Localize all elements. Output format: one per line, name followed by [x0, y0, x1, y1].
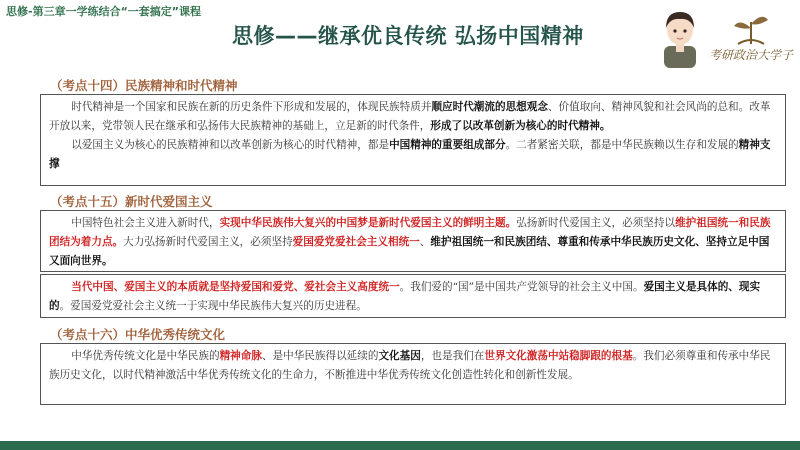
paragraph — [49, 347, 777, 385]
body-text: 、价值取向、精神风貌和社会风尚的总和。改革开放以来，党带领人民在继承和弘扬伟大民族精神的基础上，立足新的时代条件， — [49, 101, 771, 132]
body-text: 。我们必须尊重和传承中华民族历史文化，以时代精神激活中华优秀传统文化的生命力，不断推进中华优秀传统文化创造性转化和创新性发展。 — [49, 350, 771, 381]
content-box-15 — [40, 210, 786, 272]
emphasis-bold-text: 中国精神的重要组成部分 — [389, 139, 506, 151]
brand-logo — [708, 6, 794, 66]
emphasis-bold-text: 维护祖国统一和民族团结、尊重和传承中华民族历史文化、坚持立足中国又面向世界。 — [49, 236, 770, 267]
emphasis-red-text: 实现中华民族伟大复兴的中国梦是新时代爱国主义的鲜明主题。 — [219, 217, 517, 229]
emphasis-bold-text: 精神支撑 — [49, 139, 771, 170]
body-text: 。二者紧密关联，都是中华民族赖以生存和发展的 — [505, 139, 739, 151]
body-text: 大力弘扬新时代爱国主义，必须坚持 — [123, 236, 293, 248]
footer-bar — [0, 441, 800, 450]
page-title: 思修——继承优良传统 弘扬中国精神 — [232, 24, 584, 48]
body-text: 以爱国主义为核心的民族精神和以改革创新为核心的时代精神，都是 — [71, 139, 390, 151]
avatar — [656, 6, 704, 68]
emphasis-red-text: 世界文化激荡中站稳脚跟的根基 — [484, 350, 633, 362]
emphasis-red-text: 爱国爱党爱社会主义相统一 — [292, 236, 420, 248]
paragraph — [49, 136, 777, 174]
emphasis-bold-text: 文化基因 — [378, 350, 421, 362]
paragraph — [49, 278, 777, 316]
breadcrumb: 思修-第三章一学练结合“一套搞定”课程 — [6, 5, 202, 18]
paragraph — [49, 98, 777, 136]
body-text: ，也是我们在 — [420, 350, 485, 362]
body-text: 、是中华民族得以延续的 — [261, 350, 379, 362]
content-box-14 — [40, 94, 786, 186]
section-heading-14: （考点十四）民族精神和时代精神 — [50, 78, 238, 93]
body-text: 时代精神是一个国家和民族在新的历史条件下形成和发展的，体现民族特质并 — [71, 101, 432, 113]
brand-text: 考研政治大学子 — [708, 48, 793, 62]
body-text: 中华优秀传统文化是中华民族的 — [71, 350, 220, 362]
emphasis-red-text: 当代中国、爱国主义的本质就是坚持爱国和爱党、爱社会主义高度统一 — [71, 281, 400, 293]
paragraph — [49, 214, 777, 271]
body-text: 弘扬新时代爱国主义，必须坚持以 — [516, 217, 676, 229]
body-text: 、 — [419, 236, 431, 248]
emphasis-bold-text: 顺应时代潮流的思想观念 — [431, 101, 548, 113]
body-text: 。爱国爱党爱社会主义统一于实现中华民族伟大复兴的历史进程。 — [59, 300, 367, 312]
emphasis-red-text: 维护祖国统一和民族团结为着力点。 — [49, 217, 771, 248]
content-box-16 — [40, 343, 786, 405]
section-heading-15: （考点十五）新时代爱国主义 — [50, 194, 213, 209]
content-box-15b — [40, 274, 786, 318]
body-text: 中国特色社会主义进入新时代， — [71, 217, 220, 229]
emphasis-bold-text: 爱国主义是具体的、现实的 — [49, 281, 761, 312]
body-text: 。我们爱的“国”是中国共产党领导的社会主义中国。 — [399, 281, 644, 293]
section-heading-16: （考点十六）中华优秀传统文化 — [50, 327, 226, 342]
emphasis-bold-text: 形成了以改革创新为核心的时代精神。 — [430, 120, 611, 132]
plant-icon — [708, 6, 794, 48]
emphasis-red-text: 精神命脉 — [219, 350, 262, 362]
